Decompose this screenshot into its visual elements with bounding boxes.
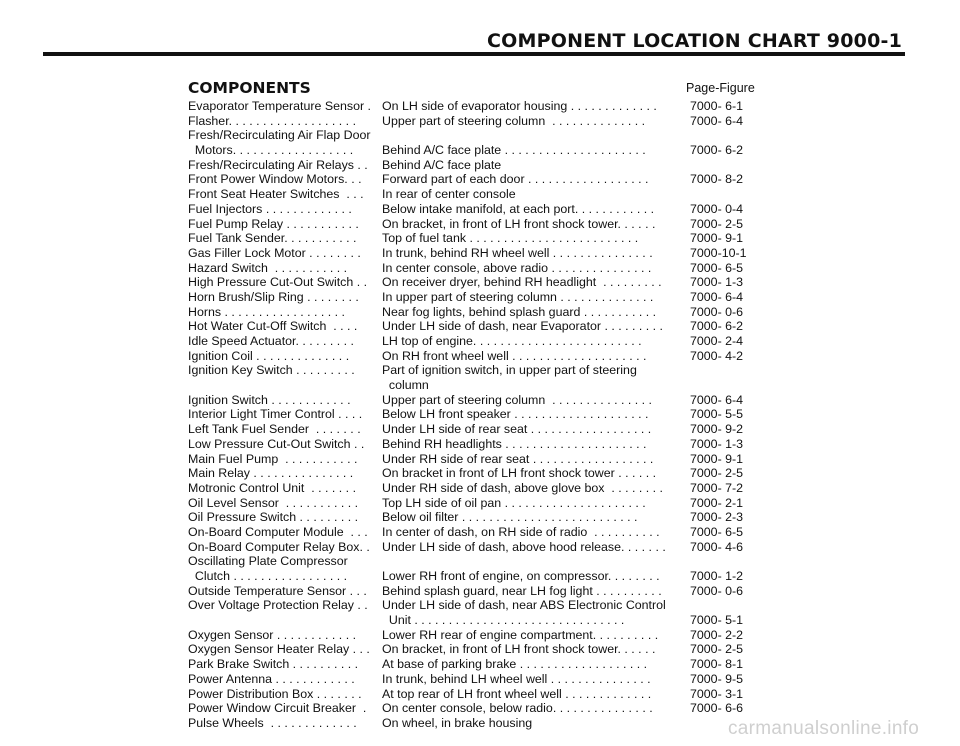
component-location: In trunk, behind RH wheel well . . . . . . . . . . . . . . . [382, 245, 653, 260]
component-location: Top LH side of oil pan . . . . . . . . . . . . . . . . . . . . . [382, 495, 646, 510]
page-figure: 7000- 9-5 [690, 671, 744, 686]
component-name: Idle Speed Actuator. . . . . . . . . [188, 334, 354, 348]
table-row [188, 716, 758, 731]
component-name: Front Seat Heater Switches . . . [188, 187, 364, 202]
component-location: Under LH side of rear seat . . . . . . . . . . . . . . . . . . [382, 422, 652, 437]
component-name: Horn Brush/Slip Ring . . . . . . . . [188, 289, 359, 304]
page-figure: 7000- 1-3 [690, 275, 744, 290]
component-name: Motors. . . . . . . . . . . . . . . . . . [188, 143, 354, 158]
table-row [188, 628, 758, 643]
component-name: Power Distribution Box . . . . . . . [188, 686, 362, 701]
table-row [188, 687, 758, 702]
component-name: Front Power Window Motors. . . [188, 172, 362, 187]
table-row [188, 128, 758, 143]
page-figure: 7000- 6-6 [690, 701, 744, 716]
component-location: At base of parking brake . . . . . . . . . . . . . . . . . . . [382, 657, 648, 672]
table-row [188, 672, 758, 687]
table-row [188, 305, 758, 320]
component-name: Park Brake Switch . . . . . . . . . . [188, 657, 359, 672]
table-row [188, 598, 758, 613]
component-name: Fuel Injectors . . . . . . . . . . . . . [188, 201, 352, 216]
component-location: Lower RH rear of engine compartment. . . . . . . . . . [382, 627, 659, 642]
component-location: Upper part of steering column . . . . . . . . . . . . . . [382, 113, 646, 128]
table-row [188, 217, 758, 232]
table-row [188, 657, 758, 672]
header-rule [43, 52, 905, 56]
watermark: carmanualsonline.info [728, 718, 920, 739]
table-row [188, 261, 758, 276]
component-location: Under RH side of rear seat . . . . . . . . . . . . . . . . . . [382, 451, 654, 466]
component-name: Power Window Circuit Breaker . [188, 701, 367, 716]
component-name: Fuel Pump Relay . . . . . . . . . . . [188, 216, 359, 231]
table-row [188, 349, 758, 364]
table-row [188, 569, 758, 584]
table-row [188, 334, 758, 349]
component-name: On-Board Computer Relay Box. . [188, 539, 370, 554]
table-row [188, 99, 758, 114]
component-name: Fresh/Recirculating Air Flap Door [188, 128, 371, 143]
page-figure: 7000- 5-5 [690, 407, 744, 422]
page-figure: 7000- 2-1 [690, 495, 744, 510]
page-figure: 7000- 6-4 [690, 392, 744, 407]
component-location: Below intake manifold, at each port. . . . . . . . . . . . [382, 201, 655, 216]
page-figure: 7000- 1-2 [690, 569, 744, 583]
component-location: In center console, above radio . . . . . . . . . . . . . . . [382, 260, 652, 275]
table-row [188, 452, 758, 467]
component-name: Hazard Switch . . . . . . . . . . . [188, 260, 348, 275]
page-figure: 7000- 6-1 [690, 99, 744, 113]
table-row [188, 187, 758, 202]
component-name: On-Board Computer Module . . . [188, 524, 368, 539]
component-name: Pulse Wheels . . . . . . . . . . . . . [188, 715, 357, 730]
table-row [188, 290, 758, 305]
component-name: Oxygen Sensor . . . . . . . . . . . . [188, 627, 357, 642]
page-figure: 7000- 2-5 [690, 466, 744, 481]
page-figure: 7000- 7-2 [690, 480, 744, 495]
component-location: On center console, below radio. . . . . . . . . . . . . . . [382, 701, 653, 716]
page-figure-header: Page-Figure [686, 81, 755, 95]
table-row [188, 437, 758, 452]
page-figure: 7000- 0-4 [690, 201, 744, 216]
component-location: In trunk, behind LH wheel well . . . . . . . . . . . . . . . [382, 671, 651, 686]
table-row [188, 319, 758, 334]
page-figure: 7000- 4-2 [690, 348, 744, 363]
table-row [188, 231, 758, 246]
component-name: Ignition Switch . . . . . . . . . . . . [188, 392, 351, 407]
component-name: High Pressure Cut-Out Switch . . [188, 275, 368, 290]
component-location: column [382, 378, 429, 393]
component-name: Interior Light Timer Control . . . . [188, 407, 363, 422]
table-row [188, 143, 758, 158]
component-location: Behind A/C face plate [382, 157, 502, 172]
component-location: Behind RH headlights . . . . . . . . . . . . . . . . . . . . . [382, 436, 647, 451]
component-name: Gas Filler Lock Motor . . . . . . . . [188, 245, 361, 260]
page-figure: 7000- 2-3 [690, 510, 744, 525]
page-figure: 7000- 9-1 [690, 231, 744, 246]
table-row [188, 613, 758, 628]
component-location: In upper part of steering column . . . . . . . . . . . . . . [382, 289, 654, 304]
component-name: Low Pressure Cut-Out Switch . . [188, 436, 365, 451]
component-location: LH top of engine. . . . . . . . . . . . . . . . . . . . . . . . . [382, 334, 642, 348]
component-name: Motronic Control Unit . . . . . . . [188, 480, 357, 495]
component-name: Main Fuel Pump . . . . . . . . . . . [188, 451, 358, 466]
component-location: On receiver dryer, behind RH headlight . . . . . . . . . [382, 275, 662, 290]
page-header [0, 0, 960, 60]
table-row [188, 554, 758, 569]
page-figure: 7000- 2-2 [690, 627, 744, 642]
component-location: Upper part of steering column . . . . . . . . . . . . . . . [382, 392, 652, 407]
component-name: Evaporator Temperature Sensor . [188, 99, 371, 113]
table-row [188, 158, 758, 173]
component-location: Under LH side of dash, above hood release. . . . . . . [382, 539, 666, 554]
table-row [188, 422, 758, 437]
component-name: Oscillating Plate Compressor [188, 554, 348, 569]
table-row [188, 393, 758, 408]
table-row [188, 466, 758, 481]
component-name: Oxygen Sensor Heater Relay . . . [188, 642, 370, 657]
component-location: On LH side of evaporator housing . . . . . . . . . . . . . [382, 99, 657, 113]
component-name: Left Tank Fuel Sender . . . . . . . [188, 422, 361, 437]
component-table [188, 99, 758, 731]
component-name: Oil Level Sensor . . . . . . . . . . . [188, 495, 359, 510]
component-name: Flasher. . . . . . . . . . . . . . . . . . . [188, 113, 357, 128]
table-row [188, 584, 758, 599]
table-row [188, 510, 758, 525]
component-location: Near fog lights, behind splash guard . . . . . . . . . . . [382, 304, 657, 319]
component-name: Power Antenna . . . . . . . . . . . . [188, 671, 355, 686]
component-location: Below oil filter . . . . . . . . . . . . . . . . . . . . . . . . . . [382, 510, 638, 525]
page-figure: 7000- 2-5 [690, 216, 744, 231]
page-figure: 7000- 9-1 [690, 451, 744, 466]
page-figure: 7000- 6-5 [690, 260, 744, 275]
component-location: In rear of center console [382, 187, 516, 202]
table-row [188, 114, 758, 129]
component-name: Clutch . . . . . . . . . . . . . . . . . [188, 569, 348, 583]
component-location: In center of dash, on RH side of radio . . . . . . . . . . [382, 524, 660, 539]
component-location: Under RH side of dash, above glove box . . . . . . . . [382, 480, 663, 495]
table-row [188, 363, 758, 378]
page-figure: 7000-10-1 [690, 245, 747, 260]
component-location: On bracket in front of LH front shock tower . . . . . . [382, 466, 657, 481]
table-row [188, 172, 758, 187]
component-location: Forward part of each door . . . . . . . . . . . . . . . . . . [382, 172, 649, 187]
page-figure: 7000- 2-4 [690, 334, 744, 348]
component-location: Behind A/C face plate . . . . . . . . . . . . . . . . . . . . . [382, 143, 646, 158]
table-row [188, 540, 758, 555]
table-row [188, 701, 758, 716]
page-figure: 7000- 0-6 [690, 304, 744, 319]
component-location: Under LH side of dash, near Evaporator . . . . . . . . . [382, 319, 663, 334]
component-name: Ignition Coil . . . . . . . . . . . . . . [188, 348, 350, 363]
page-figure: 7000- 8-1 [690, 657, 744, 672]
component-location: Behind splash guard, near LH fog light . . . . . . . . . . [382, 583, 662, 598]
page-figure: 7000- 6-4 [690, 113, 744, 128]
component-name: Outside Temperature Sensor . . . [188, 583, 367, 598]
table-row [188, 642, 758, 657]
page-title: COMPONENT LOCATION CHART 9000-1 [487, 30, 902, 52]
table-row [188, 275, 758, 290]
component-location: On RH front wheel well . . . . . . . . . . . . . . . . . . . . [382, 348, 647, 363]
page-figure: 7000- 1-3 [690, 436, 744, 451]
page-figure: 7000- 6-2 [690, 143, 744, 158]
page-figure: 7000- 0-6 [690, 583, 744, 598]
component-name: Horns . . . . . . . . . . . . . . . . . . [188, 304, 345, 319]
table-row [188, 525, 758, 540]
page-figure: 7000- 6-2 [690, 319, 744, 334]
component-location: Top of fuel tank . . . . . . . . . . . . . . . . . . . . . . . . . [382, 231, 639, 246]
component-location: At top rear of LH front wheel well . . . . . . . . . . . . . [382, 686, 652, 701]
component-name: Ignition Key Switch . . . . . . . . . [188, 363, 355, 378]
page-figure: 7000- 4-6 [690, 539, 744, 554]
component-name: Oil Pressure Switch . . . . . . . . . [188, 510, 359, 525]
component-name: Main Relay . . . . . . . . . . . . . . . [188, 466, 354, 481]
component-name: Fresh/Recirculating Air Relays . . [188, 157, 368, 172]
table-row [188, 246, 758, 261]
table-row [188, 481, 758, 496]
page-figure: 7000- 3-1 [690, 686, 744, 701]
page-figure: 7000- 9-2 [690, 422, 744, 437]
section-title: COMPONENTS [188, 79, 311, 97]
component-location: On bracket, in front of LH front shock tower. . . . . . [382, 642, 656, 657]
page-figure: 7000- 8-2 [690, 172, 744, 187]
table-row [188, 407, 758, 422]
page-figure: 7000- 6-4 [690, 289, 744, 304]
component-name: Fuel Tank Sender. . . . . . . . . . . [188, 231, 357, 246]
component-location: On bracket, in front of LH front shock tower. . . . . . [382, 216, 656, 231]
table-row [188, 378, 758, 393]
component-location: Unit . . . . . . . . . . . . . . . . . . . . . . . . . . . . . . . [382, 613, 625, 628]
component-location: Part of ignition switch, in upper part of steering [382, 363, 637, 378]
page-figure: 7000- 5-1 [690, 613, 744, 628]
table-row [188, 202, 758, 217]
table-row [188, 496, 758, 511]
component-location: Lower RH front of engine, on compressor. . . . . . . . [382, 569, 660, 583]
page-figure: 7000- 6-5 [690, 524, 744, 539]
component-location: Under LH side of dash, near ABS Electronic Control [382, 598, 666, 613]
component-name: Over Voltage Protection Relay . . [188, 598, 368, 613]
component-location: On wheel, in brake housing [382, 715, 533, 730]
component-name: Hot Water Cut-Off Switch . . . . [188, 319, 358, 334]
component-location: Below LH front speaker . . . . . . . . . . . . . . . . . . . . [382, 407, 649, 422]
page-figure: 7000- 2-5 [690, 642, 744, 657]
